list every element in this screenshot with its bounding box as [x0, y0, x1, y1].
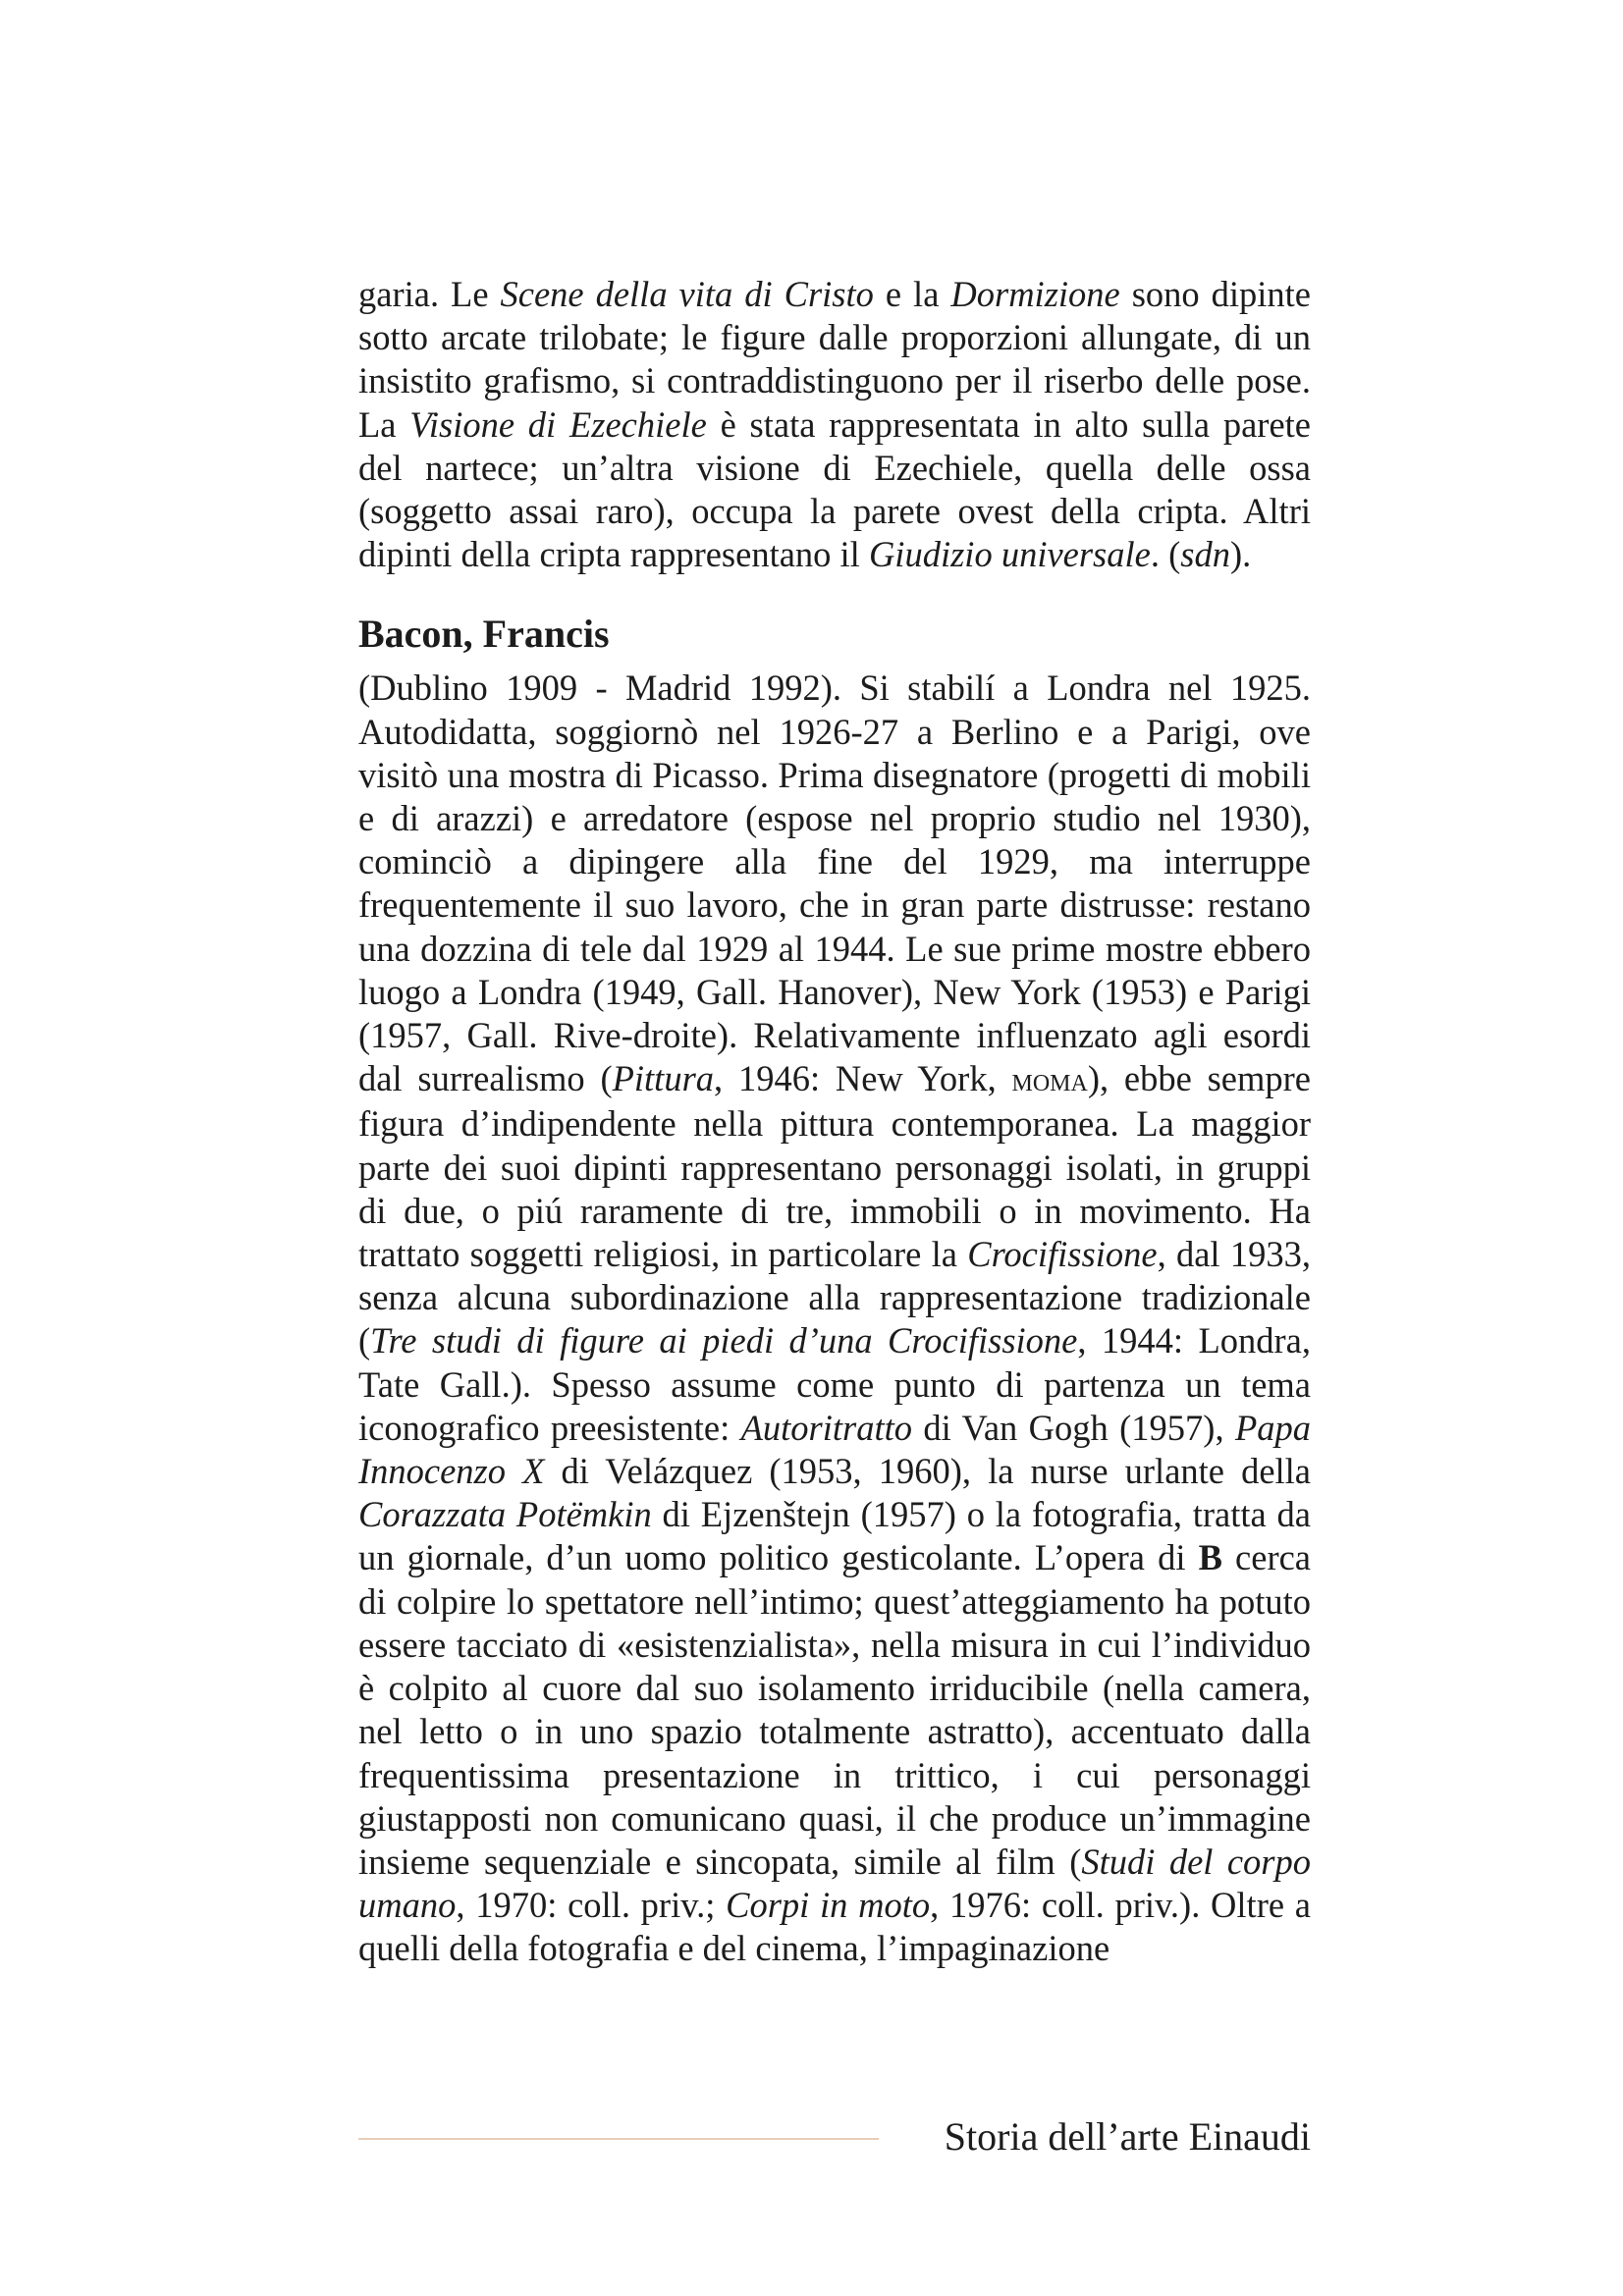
body-text: (Dublino 1909 - Madrid 1992). Si stabilí a Londra nel 1925. Autodidatta, soggiornò nel 1926-27 a Berlino e a Parigi, ove visitò una mostra di Picasso. Prima disegnatore (progetti di mobili e di arazzi) e arredatore (espose nel proprio studio nel 1930), cominciò a dipingere alla fine del 1929, ma interruppe frequentemente il suo lavoro, che in gran parte distrusse: restano una dozzina di tele dal 1929 al 1944. Le sue prime mostre ebbero luogo a Londra (1949, Gall. Hanover), New York (1953) e Parigi (1957, Gall. Rive-droite). Relativamente influenzato agli esordi dal surrealismo (	[358, 667, 1311, 1099]
italic-title: sdn	[1180, 534, 1230, 575]
italic-title: Corazzata Potëmkin	[358, 1494, 652, 1535]
body-text: è stata rappresentata in alto sulla parete del nartece; un’altra visione di Ezechiele, quella delle ossa (soggetto assai raro), occupa la parete ovest della cripta. Altri dipinti della cripta rappresentano il	[358, 403, 1311, 575]
footer-rule	[358, 2138, 879, 2140]
page-content	[358, 273, 1311, 1971]
italic-title: Tre studi di figure ai piedi d’una Crocifissione	[370, 1320, 1078, 1362]
body-text: ).	[1229, 534, 1252, 575]
body-text: e la	[873, 274, 951, 314]
body-text: , 1976: coll. priv.). Oltre a quelli della fotografia e del cinema, l’impaginazione	[358, 1885, 1311, 1969]
bold-abbrev: B	[1198, 1537, 1222, 1578]
italic-title: Pittura	[612, 1058, 715, 1099]
body-text: di Van Gogh (1957),	[912, 1407, 1235, 1448]
entry-title: Bacon, Francis	[358, 612, 610, 657]
footer-title: Storia dell’arte Einaudi	[944, 2114, 1311, 2159]
italic-title: Autoritratto	[740, 1407, 913, 1448]
entry-body	[358, 667, 1311, 1970]
body-text: di Ejzenštejn (1957) o la fotografia, tratta da un giornale, d’un uomo politico gesticolante. L’opera di	[358, 1494, 1311, 1578]
small-caps-text: moma	[1011, 1062, 1088, 1099]
body-text: sono dipinte sotto arcate trilobate; le figure dalle proporzioni allungate, di un insistito grafismo, si contraddistinguono per il riserbo delle pose. La	[358, 274, 1312, 445]
italic-title: Dormizione	[950, 274, 1120, 314]
body-text: , 1946: New York,	[714, 1058, 1012, 1099]
body-text: , dal 1933, senza alcuna subordinazione alla rappresentazione tradizionale (	[358, 1234, 1311, 1362]
italic-title: Crocifissione	[967, 1234, 1158, 1275]
italic-title: Studi del corpo umano	[358, 1841, 1311, 1926]
italic-title: Visione di Ezechiele	[409, 403, 707, 445]
italic-title: Papa Innocenzo X	[358, 1407, 1311, 1492]
body-text: cerca di colpire lo spettatore nell’intimo; quest’atteggiamento ha potuto essere tacciato di «esistenzialista», nella misura in cui l’individuo è colpito al cuore dal suo isolamento irriducibile (nella camera, nel letto o in uno spazio totalmente astratto), accentuato dalla frequentissima presentazione in trittico, i cui personaggi giustapposti non comunicano quasi, il che produce un’immagine insieme sequenziale e sincopata, simile al film (	[358, 1537, 1311, 1882]
continuation-paragraph	[358, 273, 1311, 576]
italic-title: Giudizio universale	[868, 534, 1151, 575]
body-text: , 1944: Londra, Tate Gall.). Spesso assume come punto di partenza un tema iconografico preesistente:	[358, 1320, 1311, 1448]
italic-title: Corpi in moto	[726, 1885, 931, 1926]
body-text: di Velázquez (1953, 1960), la nurse urlante della	[544, 1451, 1312, 1492]
page-footer	[358, 2112, 1311, 2162]
body-text: , 1970: coll. priv.;	[456, 1885, 727, 1926]
body-text: . (	[1150, 534, 1181, 575]
body-text: garia. Le	[358, 274, 501, 314]
italic-title: Scene della vita di Cristo	[500, 274, 874, 314]
body-text: ), ebbe sempre figura d’indipendente nella pittura contemporanea. La maggior parte dei suoi dipinti rappresentano personaggi isolati, in gruppi di due, o piú raramente di tre, immobili o in movimento. Ha trattato soggetti religiosi, in particolare la	[358, 1058, 1311, 1275]
